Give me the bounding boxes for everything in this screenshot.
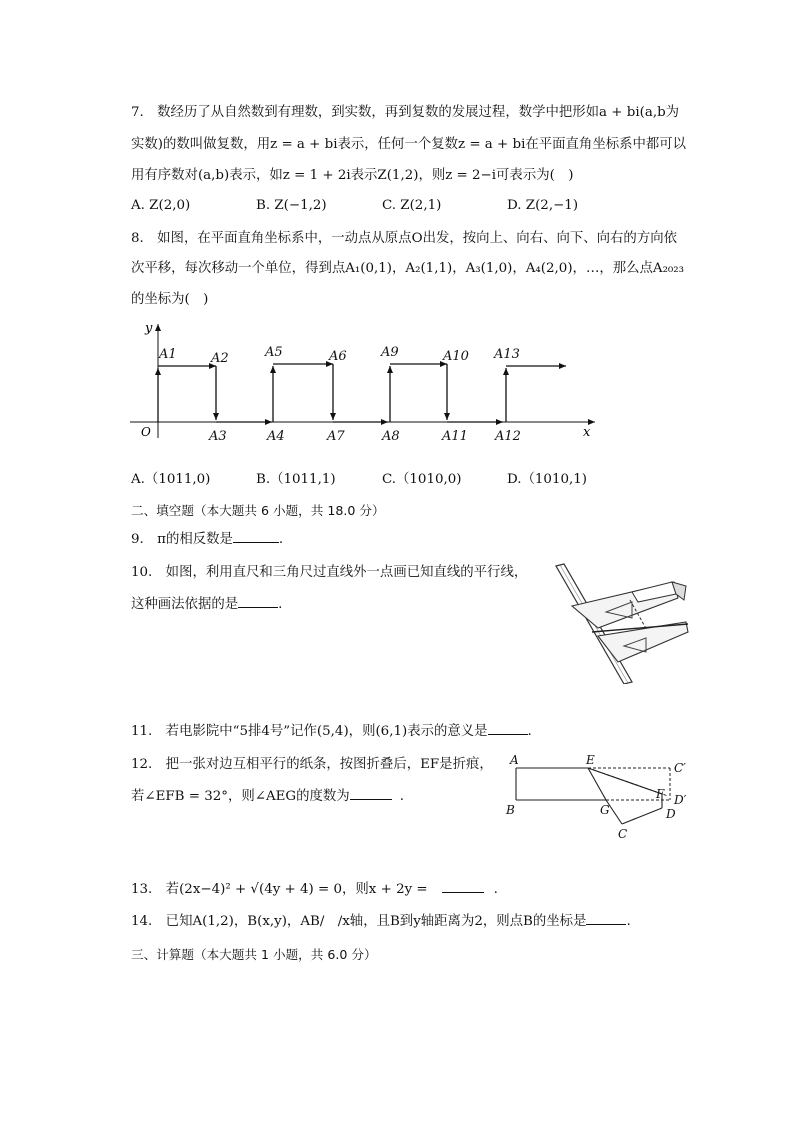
label-a7: A7: [327, 429, 345, 444]
label-a5: A5: [265, 345, 283, 360]
q13-end: .: [493, 882, 498, 897]
q12-end: .: [399, 789, 404, 804]
q10-line-2: [131, 595, 282, 614]
q8-option-b: B.（1011,1): [256, 472, 336, 487]
label-e: E: [586, 753, 595, 767]
q10-end: .: [278, 597, 283, 612]
q10-text: 这种画法依据的是: [131, 597, 239, 612]
q8-line-3: 的坐标为( ): [131, 292, 209, 307]
q13-answer-blank: [442, 880, 484, 893]
q11-answer-blank: [488, 722, 528, 735]
section-2-heading: 二、填空题（本大题共 6 小题，共 18.0 分）: [131, 503, 385, 518]
q13-text: 13. 若(2x−4)² + √(4y + 4) = 0，则x + 2y =: [131, 882, 428, 897]
q10-line-1: 10. 如图，利用直尺和三角尺过直线外一点画已知直线的平行线，: [131, 565, 528, 580]
label-a4: A4: [267, 429, 285, 444]
q12-answer-blank: [350, 787, 392, 800]
q10-answer-blank: [238, 595, 278, 608]
q8-line-2: 次平移，每次移动一个单位，得到点A₁(0,1)，A₂(1,1)，A₃(1,0)，A₄(2,0)，…，那么点A₂₀₂₃: [131, 261, 685, 276]
q12-text: 若∠EFB = 32°，则∠AEG的度数为: [131, 789, 350, 804]
label-d: D: [666, 807, 676, 821]
q7-line-2: 实数)的数叫做复数，用z = a + bi表示，任何一个复数z = a + bi在平面直角坐标系中都可以: [131, 137, 687, 152]
label-a11: A11: [442, 429, 468, 444]
q14-answer-blank: [586, 912, 626, 925]
label-a8: A8: [382, 429, 400, 444]
q11-text: 11. 若电影院中“5排4号”记作(5,4)，则(6,1)表示的意义是: [131, 724, 488, 739]
label-c: C: [618, 827, 628, 841]
q9-end: .: [278, 532, 284, 547]
section-3-heading: 三、计算题（本大题共 1 小题，共 6.0 分）: [131, 947, 377, 962]
q14-end: .: [626, 914, 631, 929]
q7-option-b: B. Z(−1,2): [256, 198, 327, 213]
q7-option-c: C. Z(2,1): [382, 198, 442, 213]
label-b: B: [506, 803, 515, 817]
label-a9: A9: [381, 345, 399, 360]
q9-text: 9. π的相反数是: [131, 532, 233, 547]
label-a10: A10: [443, 349, 469, 364]
y-axis-label: y: [145, 321, 153, 336]
q7-line-3: 用有序数对(a,b)表示，如z = 1 + 2i表示Z(1,2)，则z = 2−i可表示为( ): [131, 168, 574, 183]
label-a3: A3: [209, 429, 227, 444]
q9-line: [131, 530, 283, 549]
q11-line: [131, 722, 532, 741]
label-a1: A1: [159, 347, 177, 362]
label-g: G: [600, 803, 610, 817]
q8-option-d: D.（1010,1): [507, 472, 587, 487]
q9-answer-blank: [233, 530, 279, 543]
q7-option-d: D. Z(2,−1): [507, 198, 579, 213]
origin-label: O: [141, 425, 151, 439]
q8-option-a: A.（1011,0): [131, 472, 211, 487]
q14-line: [131, 912, 631, 931]
q14-text: 14. 已知A(1,2)，B(x,y)，AB/ /x轴，且B到y轴距离为2，则点B的坐标是: [131, 914, 587, 929]
q10-ruler-figure: [548, 562, 694, 684]
q8-option-c: C.（1010,0): [382, 472, 462, 487]
label-a13: A13: [494, 347, 520, 362]
q8-coordinate-figure: [125, 318, 605, 446]
q11-end: .: [527, 724, 532, 739]
q12-line-2: [131, 787, 404, 806]
label-a12: A12: [495, 429, 521, 444]
label-a6: A6: [329, 349, 347, 364]
label-c-prime: C′: [674, 761, 686, 775]
label-a2: A2: [211, 351, 229, 366]
q8-line-1: 8. 如图，在平面直角坐标系中，一动点从原点O出发，按向上、向右、向下、向右的方向依: [131, 231, 677, 246]
q12-line-1: 12. 把一张对边互相平行的纸条，按图折叠后，EF是折痕，: [131, 757, 493, 772]
q12-folded-strip-figure: [500, 750, 700, 842]
x-axis-label: x: [583, 425, 591, 440]
q7-option-a: A. Z(2,0): [131, 198, 191, 213]
q13-line: [131, 880, 498, 899]
label-f: F: [656, 787, 665, 801]
label-d-prime: D′: [674, 793, 687, 807]
q7-line-1: 7. 数经历了从自然数到有理数，到实数，再到复数的发展过程，数学中把形如a + bi(a,b为: [131, 105, 680, 120]
label-a: A: [510, 753, 519, 767]
